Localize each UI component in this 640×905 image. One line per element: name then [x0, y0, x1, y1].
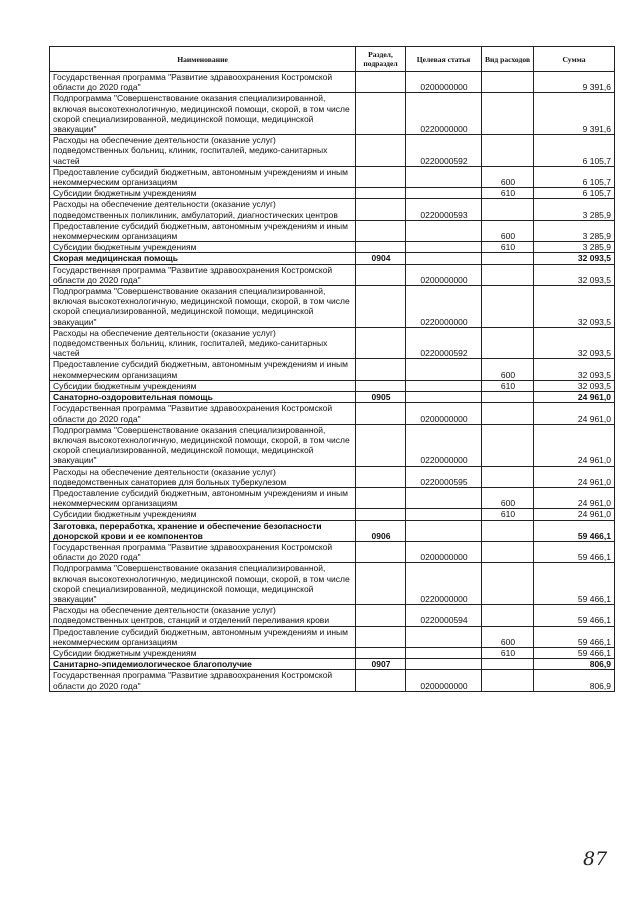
table-row — [50, 509, 615, 520]
cell-type: 600 — [482, 359, 534, 380]
cell-article: 0220000595 — [406, 466, 482, 487]
table-row — [50, 72, 615, 93]
cell-type: 600 — [482, 220, 534, 241]
cell-article — [406, 188, 482, 199]
cell-type — [482, 605, 534, 626]
cell-article — [406, 509, 482, 520]
cell-sum: 3 285,9 — [534, 242, 615, 253]
cell-sum: 59 466,1 — [534, 605, 615, 626]
cell-name: Санитарно-эпидемиологическое благополучие — [50, 659, 356, 670]
cell-section: 0904 — [356, 253, 406, 264]
cell-type — [482, 520, 534, 541]
table-row — [50, 264, 615, 285]
cell-name: Субсидии бюджетным учреждениям — [50, 188, 356, 199]
cell-name: Государственная программа "Развитие здравоохранения Костромской области до 2020 года" — [50, 403, 356, 424]
cell-article: 0220000594 — [406, 605, 482, 626]
cell-type: 610 — [482, 188, 534, 199]
cell-sum: 6 105,7 — [534, 166, 615, 187]
cell-sum: 24 961,0 — [534, 466, 615, 487]
cell-section — [356, 647, 406, 658]
table-row — [50, 424, 615, 466]
cell-sum: 9 391,6 — [534, 93, 615, 135]
header-sum: Сумма — [534, 47, 615, 72]
cell-article — [406, 392, 482, 403]
cell-section: 0905 — [356, 392, 406, 403]
cell-article: 0200000000 — [406, 264, 482, 285]
table-row — [50, 242, 615, 253]
cell-section — [356, 670, 406, 691]
cell-type — [482, 392, 534, 403]
cell-type — [482, 670, 534, 691]
cell-type: 600 — [482, 166, 534, 187]
cell-name: Расходы на обеспечение деятельности (оказание услуг) подведомственных санаториев для больных туберкулезом — [50, 466, 356, 487]
cell-section — [356, 359, 406, 380]
table-row — [50, 380, 615, 391]
cell-name: Предоставление субсидий бюджетным, автономным учреждениям и иным некоммерческим организациям — [50, 626, 356, 647]
cell-type — [482, 563, 534, 605]
cell-section — [356, 541, 406, 562]
cell-sum: 6 105,7 — [534, 188, 615, 199]
header-type: Вид расходов — [482, 47, 534, 72]
cell-name: Государственная программа "Развитие здравоохранения Костромской области до 2020 года" — [50, 264, 356, 285]
cell-section — [356, 424, 406, 466]
table-row — [50, 541, 615, 562]
cell-article: 0200000000 — [406, 403, 482, 424]
cell-section — [356, 509, 406, 520]
page-number: 87 — [583, 848, 608, 870]
cell-sum: 6 105,7 — [534, 135, 615, 167]
cell-article — [406, 166, 482, 187]
cell-sum: 806,9 — [534, 659, 615, 670]
cell-name: Расходы на обеспечение деятельности (оказание услуг) подведомственных центров, станций и отделений переливания крови — [50, 605, 356, 626]
cell-sum: 24 961,0 — [534, 392, 615, 403]
cell-article: 0220000000 — [406, 286, 482, 328]
table-row — [50, 359, 615, 380]
cell-name: Предоставление субсидий бюджетным, автономным учреждениям и иным некоммерческим организациям — [50, 359, 356, 380]
cell-sum: 24 961,0 — [534, 509, 615, 520]
cell-name: Скорая медицинская помощь — [50, 253, 356, 264]
cell-article: 0220000593 — [406, 199, 482, 220]
table-row — [50, 199, 615, 220]
cell-section — [356, 220, 406, 241]
cell-sum: 59 466,1 — [534, 563, 615, 605]
cell-sum: 32 093,5 — [534, 327, 615, 359]
cell-sum: 24 961,0 — [534, 403, 615, 424]
cell-type — [482, 93, 534, 135]
cell-section — [356, 605, 406, 626]
cell-name: Подпрограмма "Совершенствование оказания специализированной, включая высокотехнологичную, медицинской помощи, скорой, в том числе скорой специализированной, медицинской помощи, медицинской эвакуации" — [50, 563, 356, 605]
cell-article — [406, 380, 482, 391]
cell-article: 0220000000 — [406, 93, 482, 135]
cell-sum: 9 391,6 — [534, 72, 615, 93]
cell-section — [356, 403, 406, 424]
cell-section — [356, 327, 406, 359]
cell-article — [406, 253, 482, 264]
cell-section — [356, 380, 406, 391]
cell-name: Предоставление субсидий бюджетным, автономным учреждениям и иным некоммерческим организациям — [50, 220, 356, 241]
cell-type — [482, 264, 534, 285]
cell-article — [406, 647, 482, 658]
section-row — [50, 520, 615, 541]
cell-name: Подпрограмма "Совершенствование оказания специализированной, включая высокотехнологичную, медицинской помощи, скорой, в том числе скорой специализированной, медицинской помощи, медицинской эвакуации" — [50, 93, 356, 135]
cell-name: Подпрограмма "Совершенствование оказания специализированной, включая высокотехнологичную, медицинской помощи, скорой, в том числе скорой специализированной, медицинской помощи, медицинской эвакуации" — [50, 424, 356, 466]
cell-name: Расходы на обеспечение деятельности (оказание услуг) подведомственных поликлиник, амбулаторий, диагностических центров — [50, 199, 356, 220]
cell-article — [406, 659, 482, 670]
table-row — [50, 647, 615, 658]
cell-name: Субсидии бюджетным учреждениям — [50, 242, 356, 253]
cell-type — [482, 72, 534, 93]
table-row — [50, 466, 615, 487]
cell-name: Государственная программа "Развитие здравоохранения Костромской области до 2020 года" — [50, 72, 356, 93]
cell-name: Подпрограмма "Совершенствование оказания специализированной, включая высокотехнологичную, медицинской помощи, скорой, в том числе скорой специализированной, медицинской помощи, медицинской эвакуации" — [50, 286, 356, 328]
table-row — [50, 327, 615, 359]
cell-sum: 32 093,5 — [534, 253, 615, 264]
cell-article: 0200000000 — [406, 541, 482, 562]
table-row — [50, 563, 615, 605]
cell-article — [406, 242, 482, 253]
header-section: Раздел, подраздел — [356, 47, 406, 72]
cell-sum: 3 285,9 — [534, 220, 615, 241]
cell-article: 0200000000 — [406, 72, 482, 93]
section-row — [50, 392, 615, 403]
cell-name: Предоставление субсидий бюджетным, автономным учреждениям и иным некоммерческим организациям — [50, 166, 356, 187]
cell-section — [356, 166, 406, 187]
section-row — [50, 659, 615, 670]
cell-type — [482, 403, 534, 424]
cell-type — [482, 541, 534, 562]
cell-section — [356, 466, 406, 487]
header-article: Целевая статья — [406, 47, 482, 72]
cell-type — [482, 327, 534, 359]
cell-sum: 59 466,1 — [534, 541, 615, 562]
cell-type — [482, 424, 534, 466]
cell-article — [406, 520, 482, 541]
cell-sum: 32 093,5 — [534, 286, 615, 328]
cell-name: Субсидии бюджетным учреждениям — [50, 647, 356, 658]
table-row — [50, 605, 615, 626]
cell-name: Государственная программа "Развитие здравоохранения Костромской области до 2020 года" — [50, 541, 356, 562]
cell-type — [482, 253, 534, 264]
cell-section — [356, 487, 406, 508]
budget-table — [49, 46, 615, 692]
cell-sum: 59 466,1 — [534, 647, 615, 658]
cell-sum: 3 285,9 — [534, 199, 615, 220]
cell-article: 0220000000 — [406, 563, 482, 605]
cell-name: Субсидии бюджетным учреждениям — [50, 380, 356, 391]
cell-type — [482, 135, 534, 167]
cell-name: Расходы на обеспечение деятельности (оказание услуг) подведомственных больниц, клиник, госпиталей, медико-санитарных частей — [50, 327, 356, 359]
cell-sum: 24 961,0 — [534, 487, 615, 508]
cell-section — [356, 188, 406, 199]
table-row — [50, 670, 615, 691]
section-row — [50, 253, 615, 264]
cell-type: 600 — [482, 626, 534, 647]
header-name: Наименование — [50, 47, 356, 72]
header-row — [50, 47, 615, 72]
cell-section — [356, 72, 406, 93]
cell-article: 0220000592 — [406, 135, 482, 167]
cell-sum: 59 466,1 — [534, 626, 615, 647]
table-row — [50, 403, 615, 424]
cell-article — [406, 220, 482, 241]
cell-section — [356, 563, 406, 605]
table-row — [50, 166, 615, 187]
cell-section: 0906 — [356, 520, 406, 541]
cell-section — [356, 199, 406, 220]
cell-type: 600 — [482, 487, 534, 508]
cell-article — [406, 359, 482, 380]
cell-section — [356, 626, 406, 647]
cell-sum: 32 093,5 — [534, 359, 615, 380]
cell-section — [356, 242, 406, 253]
cell-section — [356, 286, 406, 328]
cell-type: 610 — [482, 509, 534, 520]
table-row — [50, 188, 615, 199]
cell-name: Предоставление субсидий бюджетным, автономным учреждениям и иным некоммерческим организациям — [50, 487, 356, 508]
cell-section — [356, 135, 406, 167]
table-row — [50, 626, 615, 647]
cell-article — [406, 487, 482, 508]
cell-article: 0220000000 — [406, 424, 482, 466]
cell-type: 610 — [482, 242, 534, 253]
cell-article: 0200000000 — [406, 670, 482, 691]
cell-sum: 24 961,0 — [534, 424, 615, 466]
cell-sum: 32 093,5 — [534, 264, 615, 285]
cell-sum: 806,9 — [534, 670, 615, 691]
cell-article — [406, 626, 482, 647]
cell-type: 610 — [482, 380, 534, 391]
cell-section — [356, 93, 406, 135]
cell-article: 0220000592 — [406, 327, 482, 359]
cell-name: Государственная программа "Развитие здравоохранения Костромской области до 2020 года" — [50, 670, 356, 691]
cell-type — [482, 659, 534, 670]
table-row — [50, 487, 615, 508]
cell-section: 0907 — [356, 659, 406, 670]
cell-type — [482, 199, 534, 220]
cell-name: Субсидии бюджетным учреждениям — [50, 509, 356, 520]
table-row — [50, 286, 615, 328]
table-row — [50, 220, 615, 241]
table-row — [50, 135, 615, 167]
cell-type — [482, 286, 534, 328]
cell-sum: 59 466,1 — [534, 520, 615, 541]
cell-sum: 32 093,5 — [534, 380, 615, 391]
cell-type: 610 — [482, 647, 534, 658]
table-body — [50, 72, 615, 692]
cell-type — [482, 466, 534, 487]
cell-section — [356, 264, 406, 285]
cell-name: Расходы на обеспечение деятельности (оказание услуг) подведомственных больниц, клиник, госпиталей, медико-санитарных частей — [50, 135, 356, 167]
cell-name: Санаторно-оздоровительная помощь — [50, 392, 356, 403]
cell-name: Заготовка, переработка, хранение и обеспечение безопасности донорской крови и ее компонентов — [50, 520, 356, 541]
table-row — [50, 93, 615, 135]
